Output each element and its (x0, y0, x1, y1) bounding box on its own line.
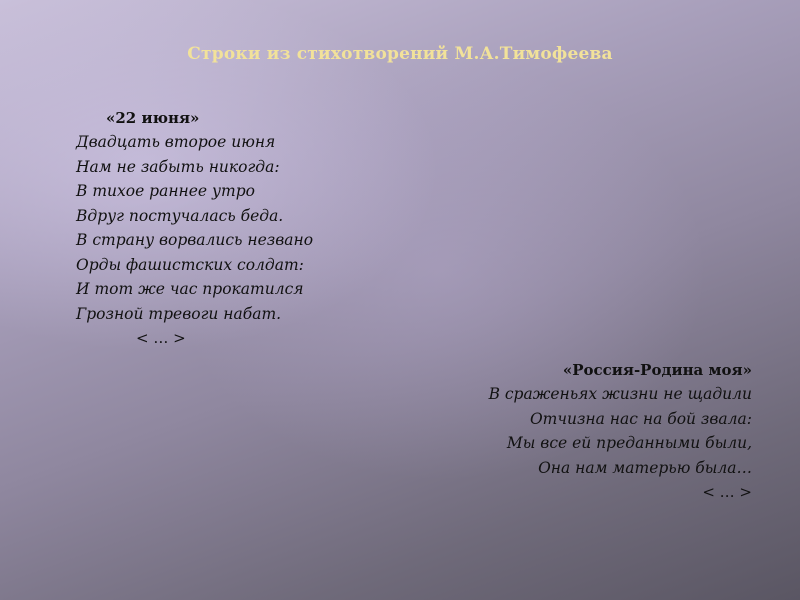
poem-line: Нам не забыть никогда: (76, 157, 280, 176)
poem-line: Двадцать второе июня (76, 133, 276, 151)
poem-line: Орды фашистских солдат: (76, 255, 304, 274)
poem-line: Мы все ей преданными были, (506, 434, 752, 452)
poem-heading: «22 июня» (106, 109, 200, 127)
poem-line: Вдруг постучалась беда. (76, 206, 284, 225)
poem-ellipsis: < … > (702, 483, 752, 501)
poem-line: В тихое раннее утро (76, 182, 255, 200)
poem-line: И тот же час прокатился (76, 280, 304, 298)
poem-line: Грозной тревоги набат. (76, 304, 282, 323)
poem-line: В страну ворвались незвано (76, 231, 314, 249)
slide-title: Строки из стихотворений М.А.Тимофеева (187, 44, 613, 64)
poem-line: Отчизна нас на бой звала: (529, 409, 752, 428)
poem-22-june (76, 106, 406, 350)
poem-line: В сраженьях жизни не щадили (488, 385, 752, 403)
poem-line: Она нам матерью была… (538, 458, 752, 477)
poem-ellipsis: < … > (136, 329, 186, 347)
poem-russia-motherland (432, 358, 752, 504)
poem-heading: «Россия-Родина моя» (562, 361, 752, 379)
